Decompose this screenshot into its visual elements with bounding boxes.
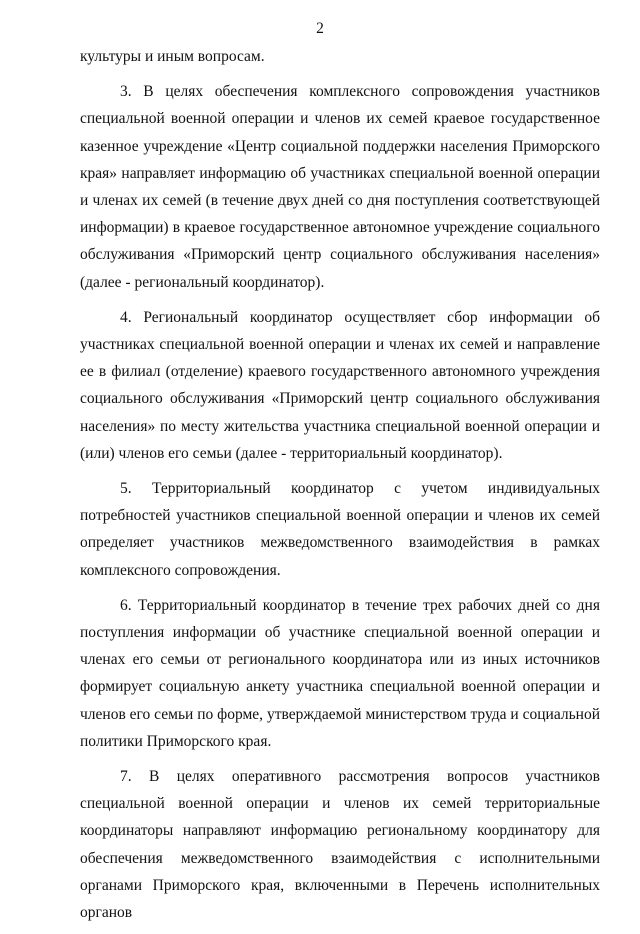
paragraph-item-7: 7. В целях оперативного рассмотрения вопросов участников специальной военной операции и членов их семей территориальные координаторы направляют информацию региональному координатору для обеспечения межведомственного взаимодействия с исполнительными органами Приморского края, включенными в Перечень исполнительных органов [80,768,600,922]
paragraph-continuation: культуры и иным вопросам. [80,48,265,65]
paragraph-item-4: 4. Региональный координатор осуществляет сбор информации об участниках специальной военной операции и членах их семей и направление ее в филиал (отделение) краевого государственного автономного учреждения социального обслуживания «Приморский центр социального обслуживания населения» по месту жительства участника специальной военной операции и (или) членов его семьи (далее - территориальный координатор). [80,308,600,462]
paragraph-item-5: 5. Территориальный координатор с учетом индивидуальных потребностей участников специальной военной операции и членов их семей определяет участников межведомственного взаимодействия в рамках комплексного сопровождения. [80,480,600,579]
paragraph-item-3: 3. В целях обеспечения комплексного сопровождения участников специальной военной операции и членов их семей краевое государственное казенное учреждение «Центр социальной поддержки населения Приморского края» направляет информацию об участниках специальной военной операции и членах их семей (в течение двух дней со дня поступления соответствующей информации) в краевое государственное автономное учреждение социального обслуживания «Приморский центр социального обслуживания населения» (далее - региональный координатор). [80,83,600,291]
paragraph-item-6: 6. Территориальный координатор в течение трех рабочих дней со дня поступления информации об участнике специальной военной операции и членах его семьи от регионального координатора или из иных источников формирует социальную анкету участника специальной военной операции и членов его семьи по форме, утверждаемой министерством труда и социальной политики Приморского края. [80,596,600,750]
document-body [80,43,600,934]
page-number: 2 [316,20,324,37]
